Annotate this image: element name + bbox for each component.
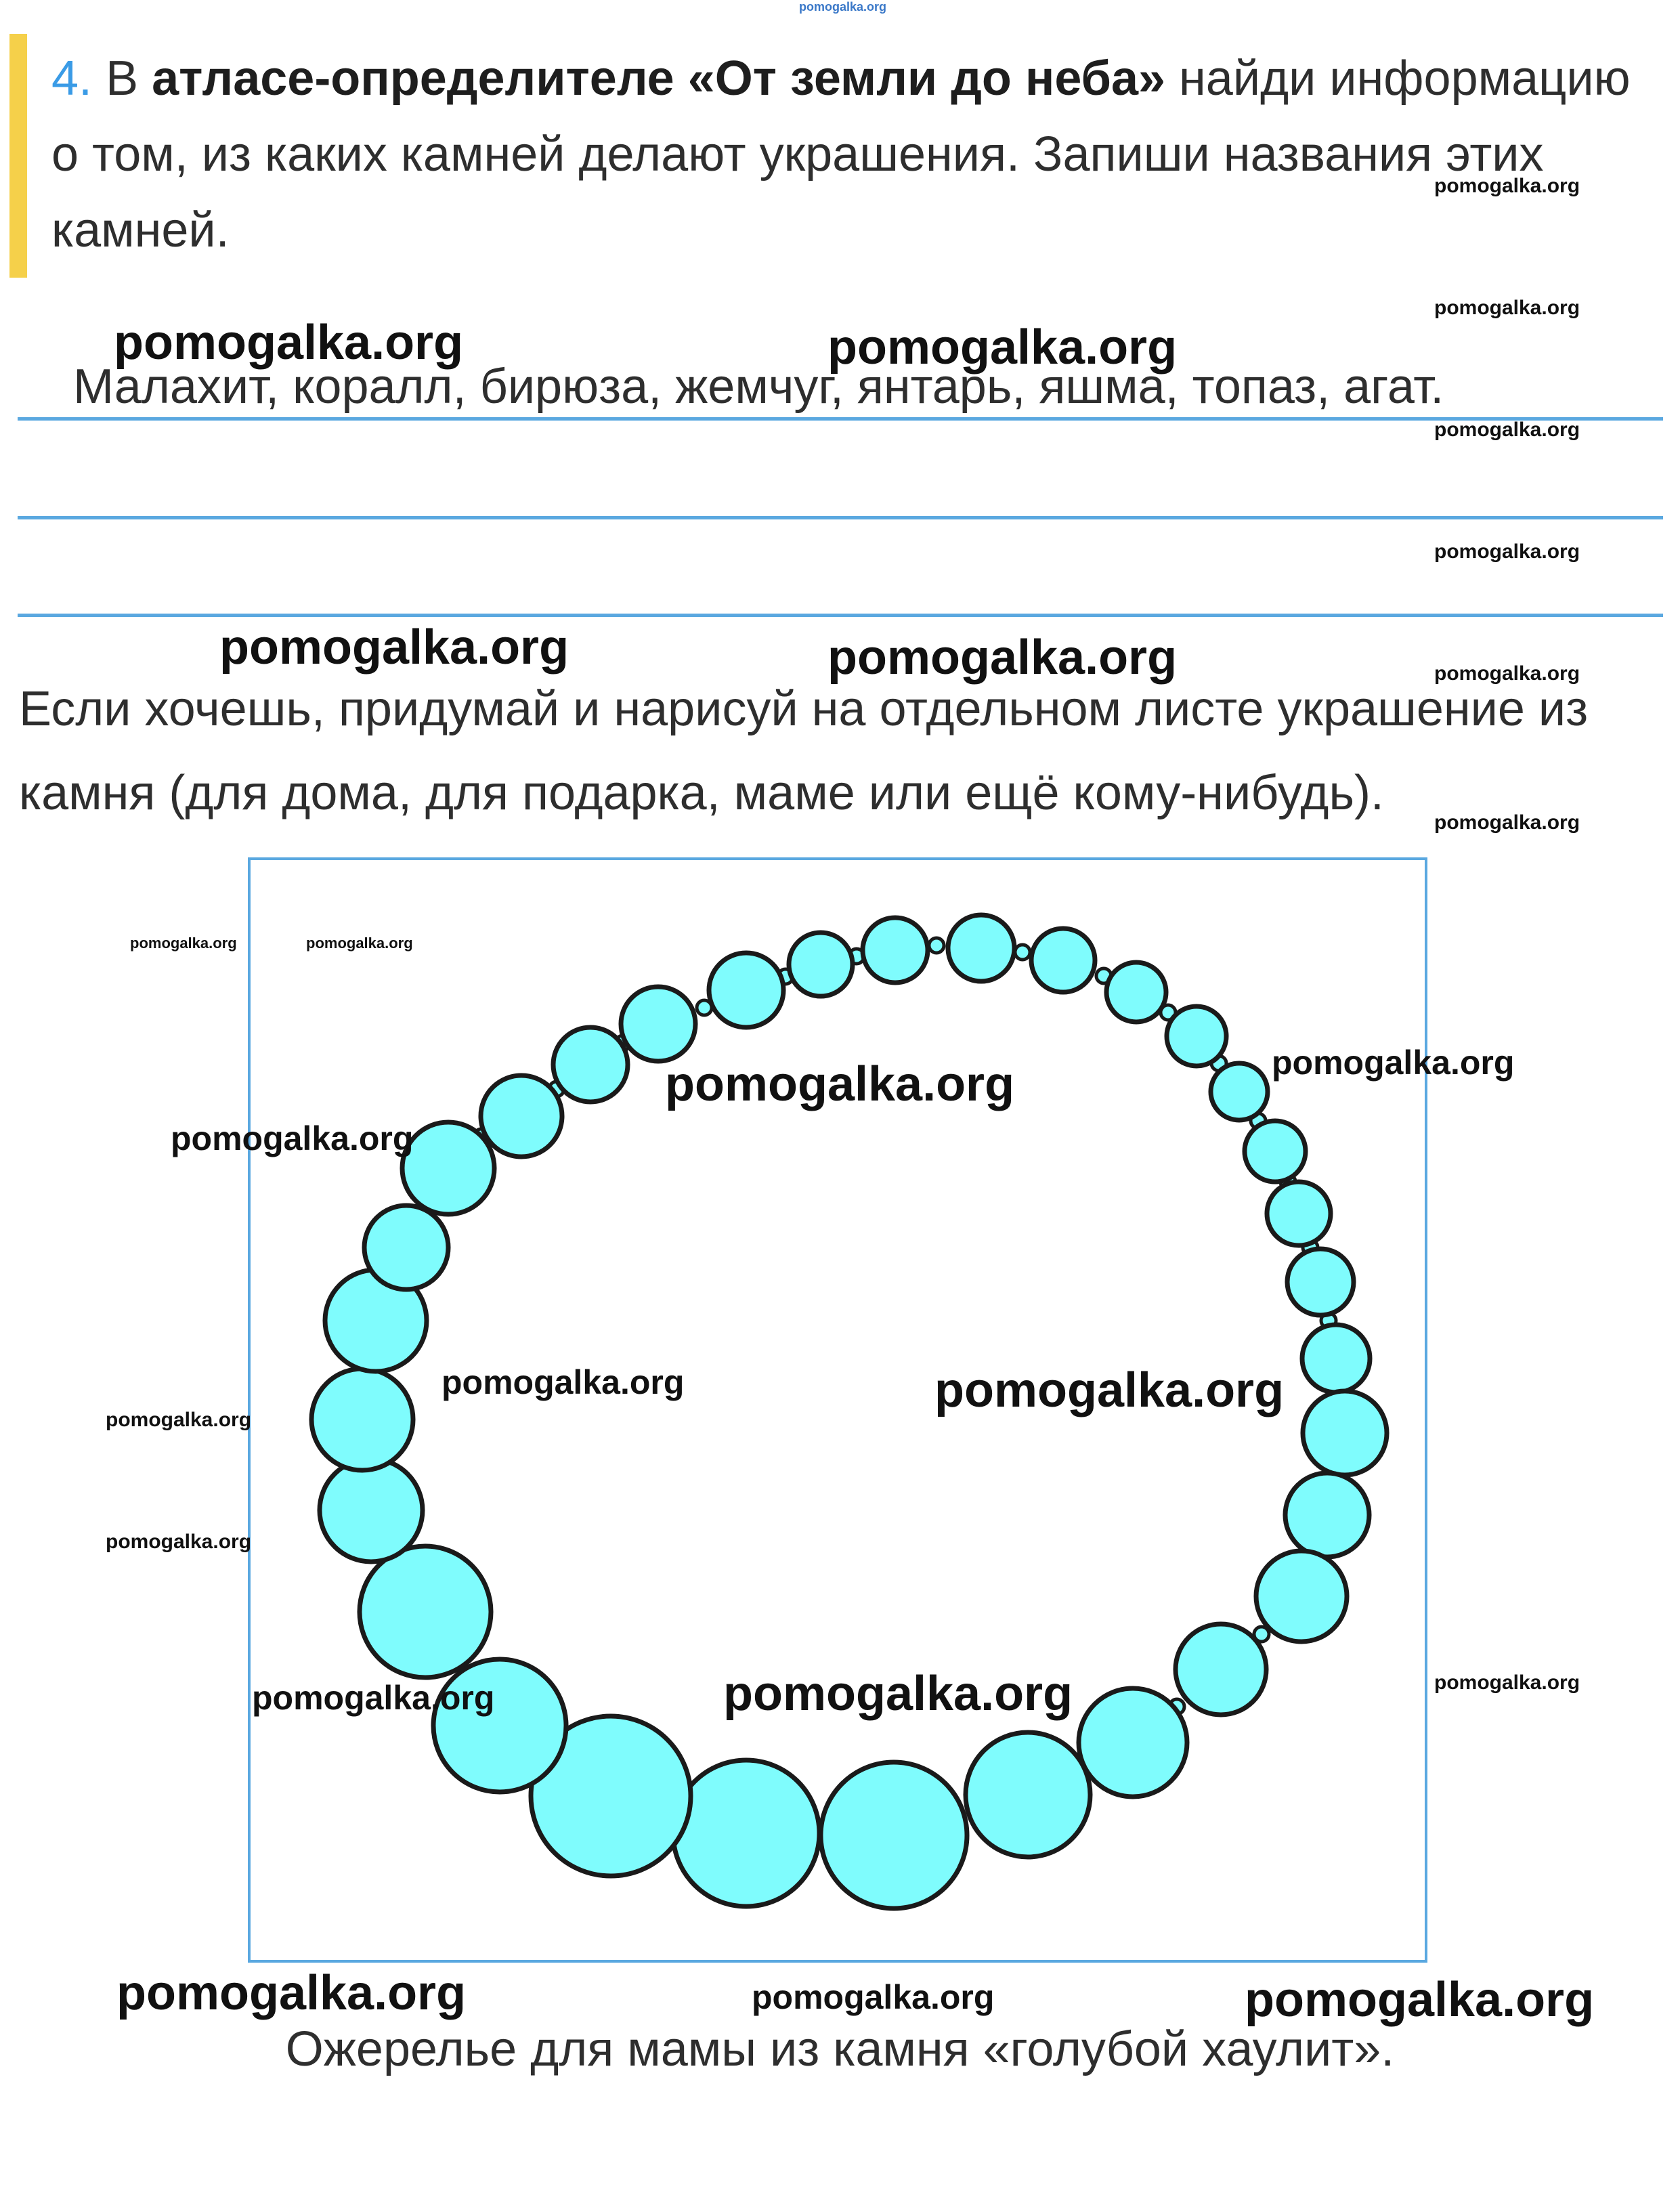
- watermark: pomogalka.org: [306, 935, 413, 952]
- necklace-bead: [1031, 928, 1095, 992]
- watermark: pomogalka.org: [827, 631, 1178, 685]
- watermark: pomogalka.org: [219, 620, 569, 675]
- necklace-bead: [1287, 1249, 1354, 1315]
- necklace-bead: [311, 1369, 413, 1470]
- necklace-bead: [673, 1760, 819, 1906]
- necklace-bead: [709, 953, 783, 1027]
- necklace-bead: [360, 1546, 491, 1678]
- necklace-bead: [1267, 1182, 1331, 1245]
- watermark: pomogalka.org: [106, 1409, 252, 1431]
- necklace-bead: [821, 1762, 967, 1908]
- watermark: pomogalka.org: [1434, 175, 1580, 197]
- watermark: pomogalka.org: [116, 1966, 467, 2020]
- site-mark: pomogalka.org: [799, 0, 887, 14]
- watermark: pomogalka.org: [114, 316, 464, 370]
- watermark: pomogalka.org: [252, 1679, 495, 1717]
- necklace-bead: [1302, 1325, 1370, 1392]
- watermark: pomogalka.org: [752, 1978, 995, 2016]
- necklace-bead: [402, 1122, 494, 1214]
- necklace-bead: [863, 918, 928, 983]
- necklace-bead: [1106, 962, 1166, 1022]
- drawing-caption: Ожерелье для мамы из камня «голубой хаулит».: [285, 2022, 1395, 2076]
- necklace-bead: [1303, 1391, 1387, 1475]
- watermark: pomogalka.org: [441, 1363, 685, 1401]
- watermark: pomogalka.org: [665, 1057, 1015, 1111]
- watermark: pomogalka.org: [1434, 662, 1580, 685]
- watermark: pomogalka.org: [1434, 297, 1580, 319]
- necklace-bead: [948, 915, 1014, 981]
- task-book-title: атласе-определителе «От земли до неба»: [152, 51, 1166, 106]
- necklace-bead: [1167, 1006, 1226, 1066]
- watermark: pomogalka.org: [1434, 540, 1580, 563]
- necklace-bead: [1211, 1063, 1268, 1120]
- task-rest: найди информацию о том, из каких камней делают украшения. Запиши названия этих камней.: [51, 51, 1631, 257]
- necklace-bead: [966, 1732, 1090, 1857]
- watermark: pomogalka.org: [934, 1363, 1285, 1417]
- watermark: pomogalka.org: [171, 1119, 414, 1157]
- necklace-bead: [553, 1027, 628, 1102]
- answer-text: Малахит, коралл, бирюза, жемчуг, янтарь, яшма, топаз, агат.: [73, 360, 1444, 414]
- watermark: pomogalka.org: [106, 1531, 252, 1553]
- necklace-bead: [1245, 1121, 1306, 1182]
- necklace-bead: [621, 987, 695, 1061]
- extra-task-text: Если хочешь, придумай и нарисуй на отдельном листе украшение из камня (для дома, для подарка, маме или ещё кому-нибудь).: [19, 682, 1589, 820]
- necklace-bead: [1079, 1688, 1187, 1797]
- necklace-bead: [320, 1459, 423, 1562]
- watermark: pomogalka.org: [723, 1667, 1073, 1721]
- necklace-bead: [1176, 1624, 1266, 1715]
- watermark: pomogalka.org: [130, 935, 237, 952]
- necklace-bead: [1285, 1473, 1369, 1557]
- necklace-link-bead: [929, 938, 944, 953]
- necklace-bead: [364, 1205, 448, 1289]
- watermark: pomogalka.org: [1434, 1671, 1580, 1694]
- watermark: pomogalka.org: [1272, 1044, 1515, 1082]
- watermark: pomogalka.org: [827, 320, 1178, 375]
- watermark: pomogalka.org: [1245, 1973, 1595, 2027]
- task-lead: В: [106, 51, 139, 106]
- watermark: pomogalka.org: [1434, 419, 1580, 441]
- necklace-bead: [789, 933, 853, 996]
- task-number: 4.: [51, 51, 93, 106]
- necklace-bead: [481, 1075, 562, 1157]
- necklace-link-bead: [1015, 945, 1030, 960]
- watermark: pomogalka.org: [1434, 811, 1580, 834]
- necklace-bead: [1256, 1551, 1347, 1642]
